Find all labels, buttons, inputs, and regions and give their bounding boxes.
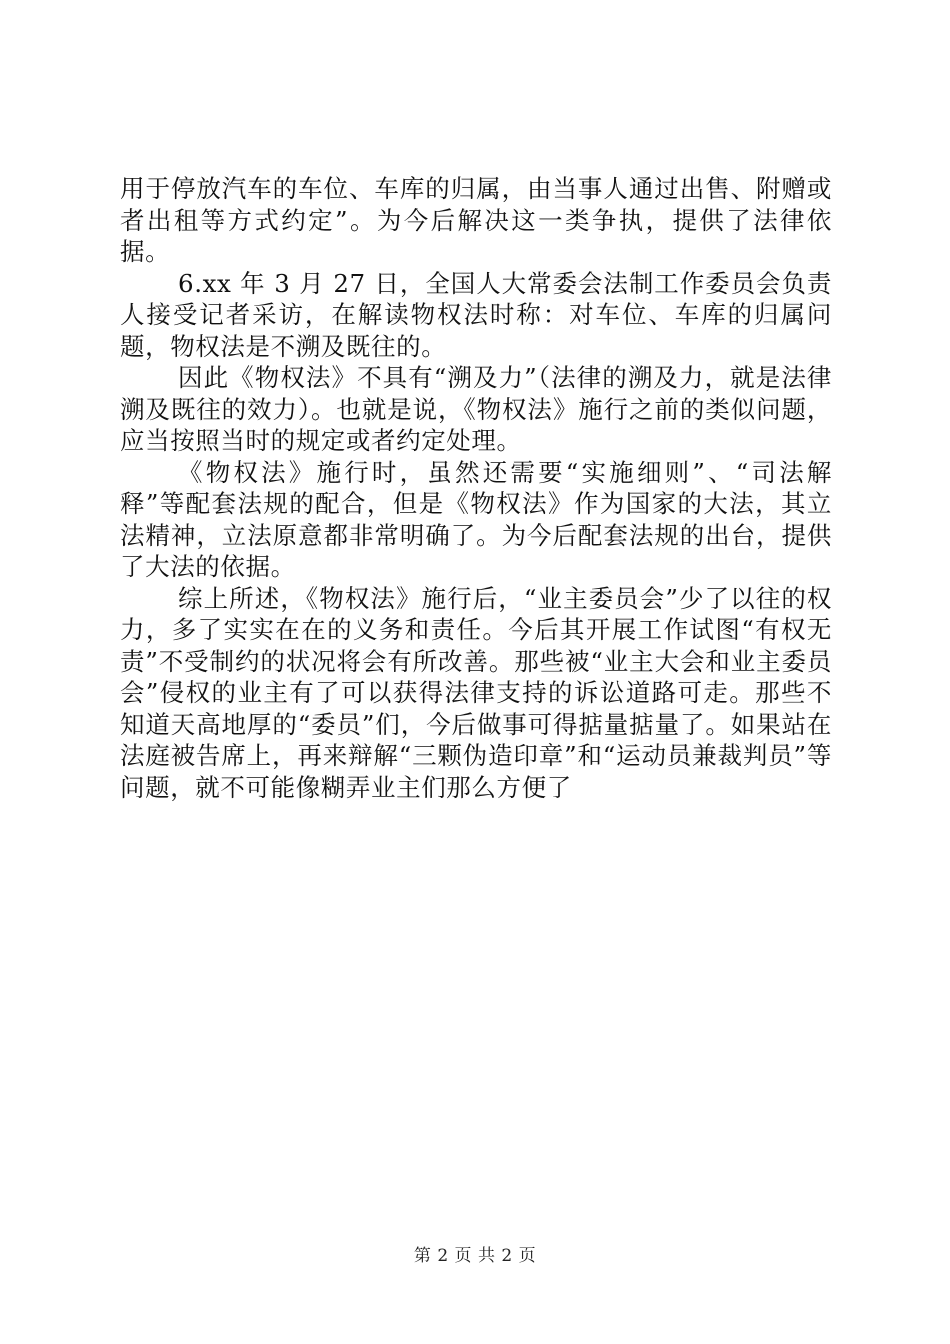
paragraph-continuation: 用于停放汽车的车位、车库的归属，由当事人通过出售、附赠或者出租等方式约定”。为今后解决这一类争执，提供了法律依据。 bbox=[120, 174, 832, 266]
page-number-footer: 第 2 页 共 2 页 bbox=[413, 1246, 537, 1266]
paragraph-item-6: 6.xx 年 3 月 27 日，全国人大常委会法制工作委员会负责人接受记者采访，在解读物权法时称：对车位、车库的归属问题，物权法是不溯及既往的。 bbox=[120, 268, 832, 361]
paragraph-summary: 综上所述，《物权法》施行后，“业主委员会”少了以往的权力，多了实实在在的义务和责任。今后其开展工作试图“有权无责”不受制约的状况将会有所改善。那些被“业主大会和业主委员会”侵权的业主有了可以获得法律支持的诉讼道路可走。那些不知道天高地厚的“委员”们，今后做事可得掂量掂量了。如果站在法庭被告席上，再来辩解“三颗伪造印章”和“运动员兼裁判员”等问题，就不可能像糊弄业主们那么方便了 bbox=[120, 583, 832, 802]
document-body bbox=[120, 173, 832, 803]
paragraph-implementation: 《物权法》施行时，虽然还需要“实施细则”、“司法解释”等配套法规的配合，但是《物权法》作为国家的大法，其立法精神，立法原意都非常明确了。为今后配套法规的出台，提供了大法的依据。 bbox=[120, 457, 832, 581]
paragraph-retroactivity: 因此《物权法》不具有“溯及力”（法律的溯及力，就是法律溯及既往的效力）。也就是说，《物权法》施行之前的类似问题，应当按照当时的规定或者约定处理。 bbox=[120, 363, 832, 455]
